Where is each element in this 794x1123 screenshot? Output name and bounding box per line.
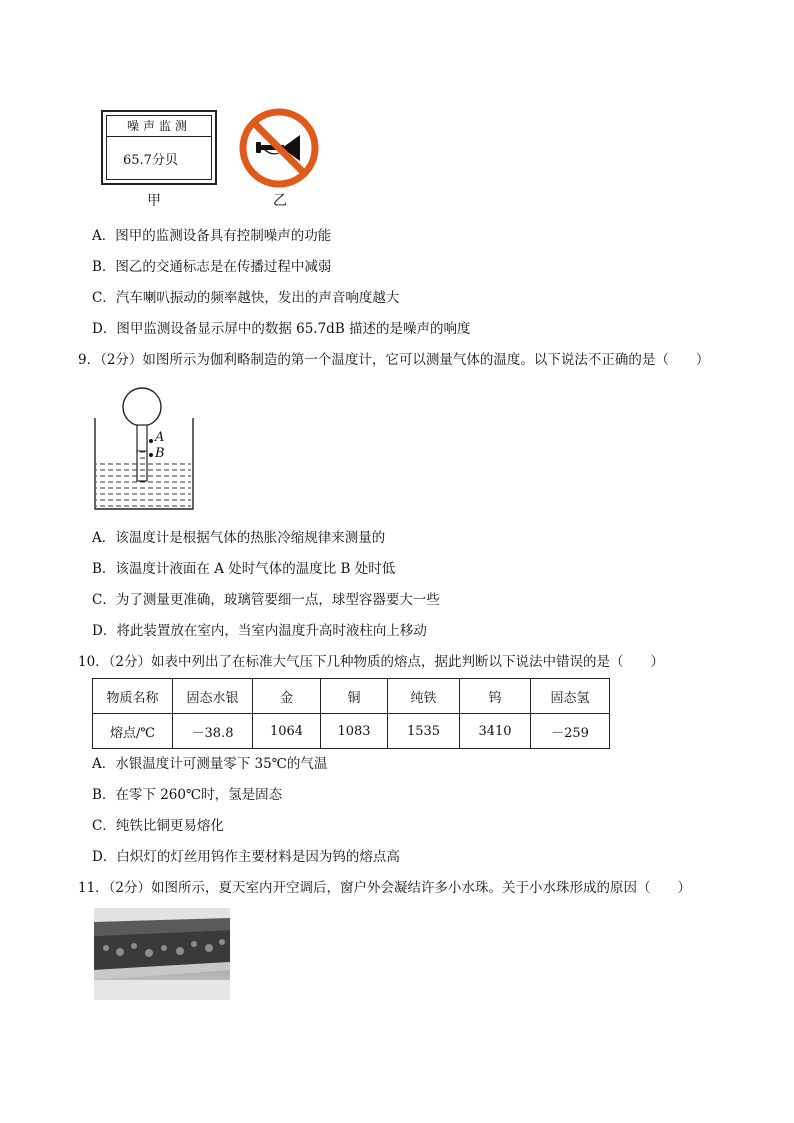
q10-option-c: C．纯铁比铜更易熔化 xyxy=(92,818,224,834)
caption-jia: 甲 xyxy=(147,193,161,209)
table-cell: 1535 xyxy=(388,714,460,749)
q10-option-b: B．在零下 260℃时，氢是固态 xyxy=(92,787,283,803)
noise-monitor-title: 噪声监测 xyxy=(107,116,211,137)
melting-point-table xyxy=(92,678,610,749)
q9-option-c: C．为了测量更准确，玻璃管要细一点，球型容器要大一些 xyxy=(92,592,440,608)
label-b: B xyxy=(155,446,165,461)
table-cell: －259 xyxy=(531,714,610,749)
table-row xyxy=(93,679,610,714)
no-horn-sign-icon xyxy=(238,107,320,189)
table-cell: 钨 xyxy=(460,679,531,714)
q9-option-b: B．该温度计液面在 A 处时气体的温度比 B 处时低 xyxy=(92,561,396,577)
window-condensation-photo xyxy=(94,908,230,1000)
q10-stem: 10．（2分）如表中列出了在标准大气压下几种物质的熔点，据此判断以下说法中错误的是（ ） xyxy=(78,654,665,670)
q10-option-a: A．水银温度计可测量零下 35℃的气温 xyxy=(92,756,328,772)
q9-option-a: A．该温度计是根据气体的热胀冷缩规律来测量的 xyxy=(92,530,386,546)
q9-option-d: D．将此装置放在室内，当室内温度升高时液柱向上移动 xyxy=(92,623,427,639)
table-cell: 物质名称 xyxy=(93,679,173,714)
q8-option-a: A．图甲的监测设备具有控制噪声的功能 xyxy=(92,228,332,244)
galileo-thermometer-diagram xyxy=(92,383,196,513)
label-a: A xyxy=(155,430,165,445)
noise-monitor-figure xyxy=(101,110,217,185)
table-cell: 熔点/℃ xyxy=(93,714,173,749)
table-row xyxy=(93,714,610,749)
q8-option-b: B．图乙的交通标志是在传播过程中减弱 xyxy=(92,259,332,275)
table-cell: 铜 xyxy=(321,679,388,714)
q11-stem: 11．（2分）如图所示，夏天室内开空调后，窗户外会凝结许多小水珠。关于小水珠形成的原因（ ） xyxy=(78,880,692,896)
noise-monitor-value: 65.7分贝 xyxy=(123,153,178,168)
q8-option-d: D．图甲监测设备显示屏中的数据 65.7dB 描述的是噪声的响度 xyxy=(92,321,471,337)
table-cell: －38.8 xyxy=(173,714,253,749)
noise-monitor-panel xyxy=(106,115,212,180)
q8-option-c: C．汽车喇叭振动的频率越快，发出的声音响度越大 xyxy=(92,290,400,306)
table-cell: 金 xyxy=(253,679,321,714)
caption-yi: 乙 xyxy=(273,193,287,209)
table-cell: 3410 xyxy=(460,714,531,749)
table-cell: 纯铁 xyxy=(388,679,460,714)
table-cell: 1064 xyxy=(253,714,321,749)
table-cell: 固态氢 xyxy=(531,679,610,714)
q10-option-d: D．白炽灯的灯丝用钨作主要材料是因为钨的熔点高 xyxy=(92,849,400,865)
table-cell: 固态水银 xyxy=(173,679,253,714)
table-cell: 1083 xyxy=(321,714,388,749)
q9-stem: 9．（2分）如图所示为伽利略制造的第一个温度计，它可以测量气体的温度。以下说法不正确的是（ ） xyxy=(78,352,710,368)
